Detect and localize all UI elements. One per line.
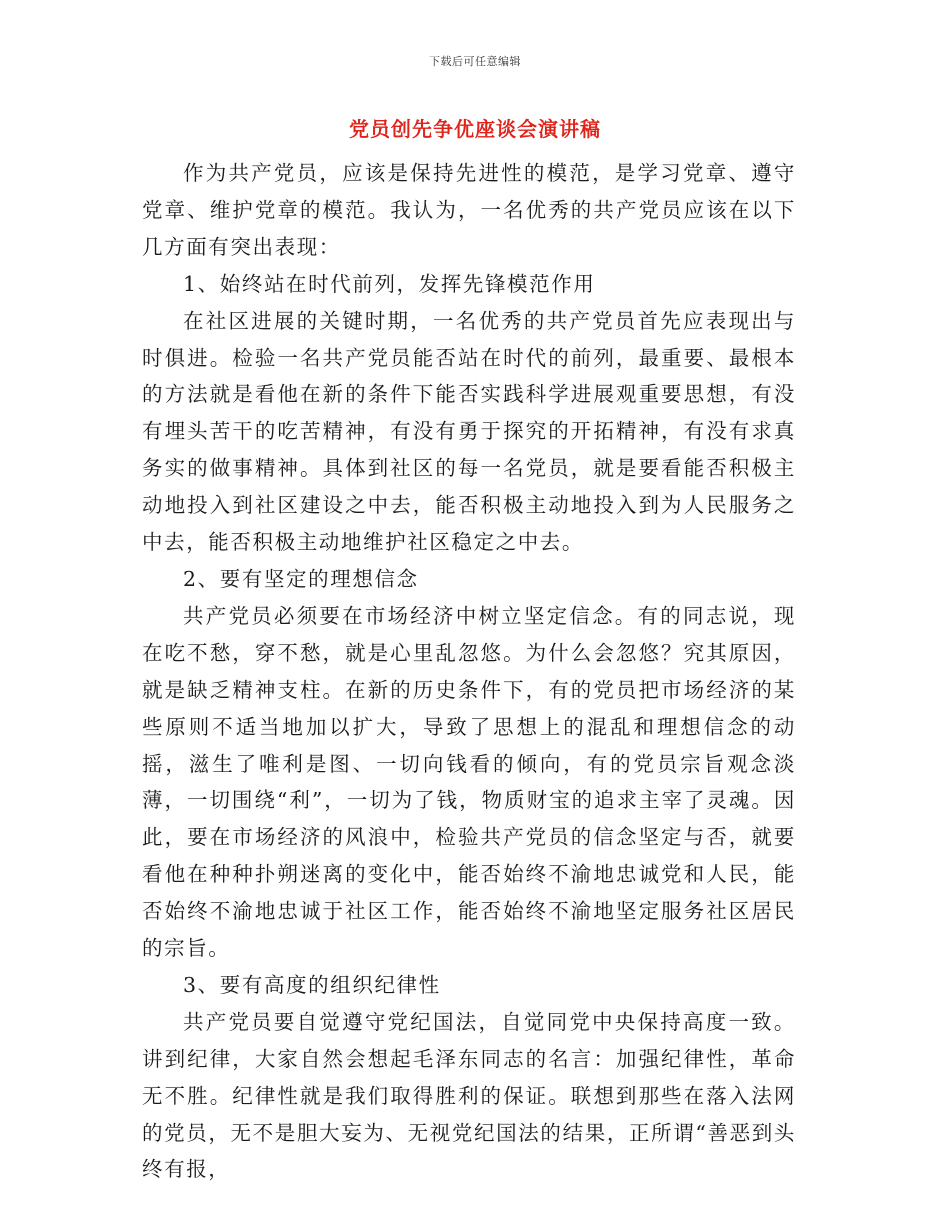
paragraph-section-1: 在社区进展的关键时期，一名优秀的共产党员首先应表现出与时俱进。检验一名共产党员能否站在时代的前列，最重要、最根本的方法就是看他在新的条件下能否实践科学进展观重要思想，有没有埋头苦干的吃苦精神，有没有勇于探究的开拓精神，有没有求真务实的做事精神。具体到社区的每一名党员，就是要看能否积极主动地投入到社区建设之中去，能否积极主动地投入到为人民服务之中去，能否积极主动地维护社区稳定之中去。 (142, 308, 796, 555)
paragraph-intro: 作为共产党员，应该是保持先进性的模范，是学习党章、遵守党章、维护党章的模范。我认为，一名优秀的共产党员应该在以下几方面有突出表现： (142, 161, 796, 259)
document-title: 党员创先争优座谈会演讲稿 (349, 117, 601, 141)
paragraph-section-3: 共产党员要自觉遵守党纪国法，自觉同党中央保持高度一致。讲到纪律，大家自然会想起毛泽东同志的名言：加强纪律性，革命无不胜。纪律性就是我们取得胜利的保证。联想到那些在落入法网的党员，无不是胆大妄为、无视党纪国法的结果，正所谓“善恶到头终有报， (142, 1009, 796, 1182)
paragraph-section-2: 共产党员必须要在市场经济中树立坚定信念。有的同志说，现在吃不愁，穿不愁，就是心里乱忽悠。为什么会忽悠？究其原因，就是缺乏精神支柱。在新的历史条件下，有的党员把市场经济的某些原则不适当地加以扩大，导致了思想上的混乱和理想信念的动摇，滋生了唯利是图、一切向钱看的倾向，有的党员宗旨观念淡薄，一切围绕“利”，一切为了钱，物质财宝的追求主宰了灵魂。因此，要在市场经济的风浪中，检验共产党员的信念坚定与否，就要看他在种种扑朔迷离的变化中，能否始终不渝地忠诚党和人民，能否始终不渝地忠诚于社区工作，能否始终不渝地坚定服务社区居民的宗旨。 (142, 603, 796, 961)
section-heading-1: 1、始终站在时代前列，发挥先锋模范作用 (183, 271, 596, 296)
header-note: 下载后可任意编辑 (429, 55, 521, 68)
document-body (142, 155, 796, 1188)
section-heading-2: 2、要有坚定的理想信念 (183, 566, 419, 591)
section-heading-3: 3、要有高度的组织纪律性 (183, 972, 441, 997)
